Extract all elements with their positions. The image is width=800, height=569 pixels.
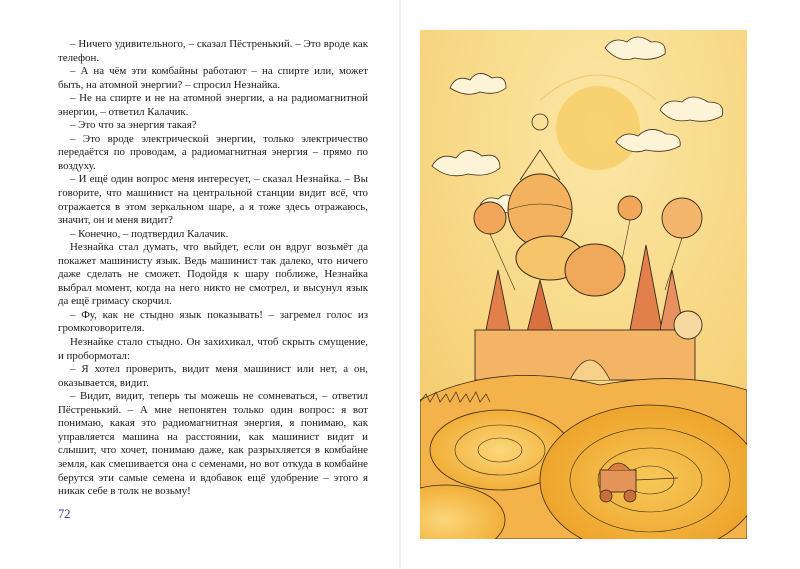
paragraph: – Видит, видит, теперь ты можешь не сомневаться, – ответил Пёстренький. – А мне непонятен только один вопрос: я вот понимаю, какая это радиомагнитная энергия, я понимаю, как управляется машина на расстоянии, как машинист видит и слышит, что хочет, понимаю даже, как разрыхляется в комбайне земля, как смешивается она с семенами, но вот откуда в комбайне берутся эти самые семена и вдобавок ещё удобрение – этого я никак себе в толк не возьму! — [58, 390, 368, 498]
story-text — [58, 38, 368, 499]
page-gutter — [399, 0, 401, 569]
paragraph: – Фу, как не стыдно язык показывать! – загремел голос из громкоговорителя. — [58, 308, 368, 335]
illustration-svg — [420, 30, 747, 539]
fairy-tale-illustration — [420, 30, 747, 539]
paragraph: – Я хотел проверить, видит меня машинист или нет, а он, оказывается, видит. — [58, 363, 368, 389]
paragraph: – Конечно, – подтвердил Калачик. — [70, 227, 229, 240]
paragraph: Незнайке стало стыдно. Он захихикал, чтоб скрыть смущение, и пробормотал: — [58, 336, 368, 362]
paragraph: – И ещё один вопрос меня интересует, – сказал Незнайка. – Вы говорите, что машинист на центральной станции видит всё, что отражается в этом зеркальном шаре, а я тоже здесь отражаюсь, значит, он и меня видит? — [58, 173, 368, 227]
page-number: 72 — [58, 507, 71, 521]
paragraph: Незнайка стал думать, что выйдет, если он вдруг возьмёт да покажет машинисту язык. Ведь машинист так далеко, что ничего даже сделать не сможет. Подойдя к шару поближе, Незнайка выбрал момент, когда на него никто не смотрел, и высунул язык да ещё гримасу скорчил. — [58, 241, 368, 308]
paragraph: – Это вроде электрической энергии, только электричество передаётся по проводам, а радиомагнитная энергия – прямо по воздуху. — [58, 132, 368, 172]
paragraph: – Это что за энергия такая? — [70, 119, 197, 132]
paragraph: – Ничего удивительного, – сказал Пёстренький. – Это вроде как телефон. — [58, 38, 368, 64]
sun — [556, 86, 640, 170]
paragraph: – Не на спирте и не на атомной энергии, а на радиомагнитной энергии, – ответил Калачик. — [58, 92, 368, 118]
paragraph: – А на чём эти комбайны работают – на спирте или, может быть, на атомной энергии? – спросил Незнайка. — [58, 65, 368, 91]
